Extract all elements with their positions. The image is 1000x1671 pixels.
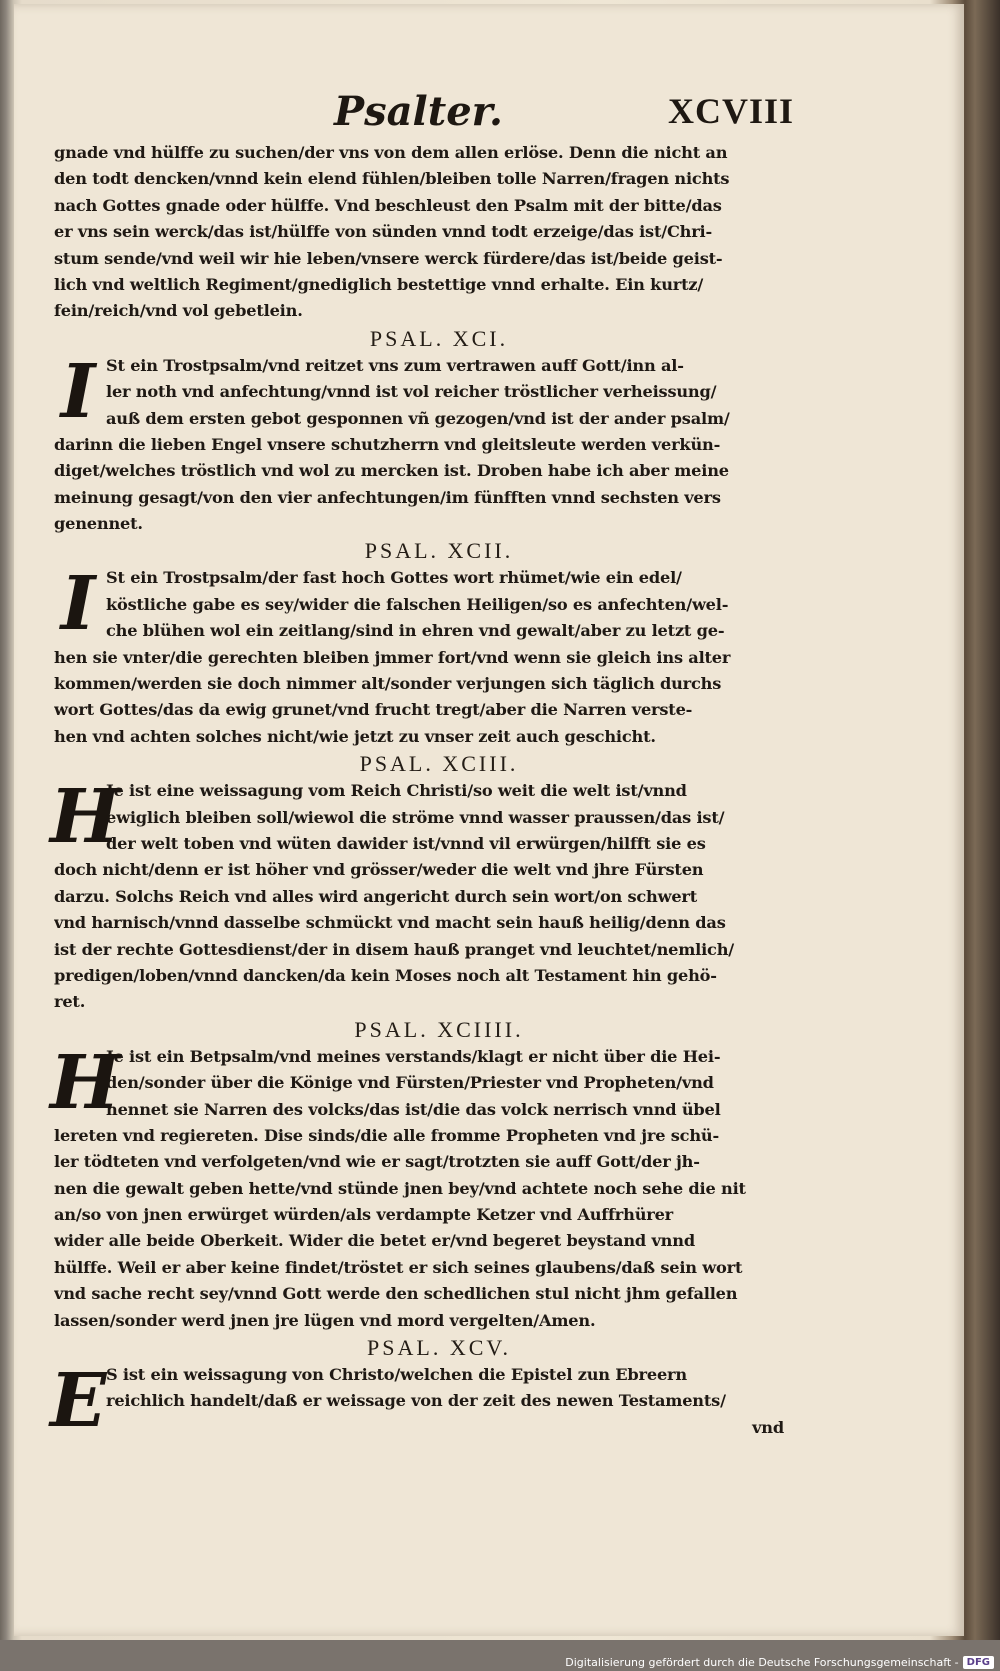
text-line: S ist ein weissagung von Christo/welchen die Epistel zun Ebreern — [106, 1365, 687, 1385]
text-line: darzu. Solchs Reich vnd alles wird angericht durch sein wort/on schwert — [54, 886, 698, 906]
text-line: lereten vnd regiereten. Dise sinds/die alle fromme Propheten vnd jre schü- — [54, 1125, 719, 1145]
text-line: nennet sie Narren des volcks/das ist/die das volck nerrisch vnnd übel — [106, 1099, 721, 1119]
psalm-paragraph — [54, 561, 784, 750]
text-line: diget/welches tröstlich vnd wol zu mercken ist. Droben habe ich aber meine — [54, 461, 729, 481]
psalm-heading: PSAL. XCIIII. — [354, 1016, 524, 1042]
psalm-heading: PSAL. XCV. — [367, 1335, 511, 1361]
text-line: meinung gesagt/von den vier anfechtungen/im fünfften vnnd sechsten vers — [54, 487, 721, 507]
text-line: er vns sein werck/das ist/hülffe von sünden vnnd todt erzeige/das ist/Chri- — [54, 222, 712, 242]
text-line: hülffe. Weil er aber keine findet/tröstet er sich seines glaubens/daß sein wort — [54, 1257, 743, 1277]
text-line: darinn die lieben Engel vnsere schutzherrn vnd gleitsleute werden verkün- — [54, 434, 721, 454]
psalm-paragraph — [54, 140, 784, 325]
page-header — [14, 88, 964, 138]
text-line: St ein Trostpsalm/vnd reitzet vns zum vertrawen auff Gott/inn al- — [106, 355, 684, 375]
psalm-paragraph — [50, 774, 784, 1016]
drop-initial: I — [60, 561, 96, 648]
text-line: auß dem ersten gebot gesponnen vñ gezogen/vnd ist der ander psalm/ — [106, 408, 730, 428]
text-line: köstliche gabe es sey/wider die falschen Heiligen/so es anfechten/wel- — [106, 594, 729, 614]
text-line: hen sie vnter/die gerechten bleiben jmmer fort/vnd wenn sie gleich ins alter — [54, 647, 731, 667]
text-line: stum sende/vnd weil wir hie leben/vnsere werck fürdere/das ist/beide geist- — [54, 248, 723, 268]
text-line: fein/reich/vnd vol gebetlein. — [54, 301, 303, 321]
psalm-heading: PSAL. XCIII. — [359, 751, 519, 777]
catchword: vnd — [752, 1417, 784, 1437]
dfg-logo: DFG — [963, 1656, 994, 1669]
psalm-paragraph — [50, 1039, 784, 1334]
text-line: den todt dencken/vnnd kein elend fühlen/bleiben tolle Narren/fragen nichts — [54, 169, 730, 189]
text-line: genennet. — [54, 514, 143, 534]
running-title: Psalter. — [334, 88, 503, 135]
text-line: Je ist ein Betpsalm/vnd meines verstands/klagt er nicht über die Hei- — [106, 1046, 721, 1066]
text-line: St ein Trostpsalm/der fast hoch Gottes wort rhümet/wie ein edel/ — [106, 568, 682, 588]
text-line: wider alle beide Oberkeit. Wider die betet er/vnd begeret beystand vnnd — [54, 1231, 695, 1251]
book-page — [14, 4, 964, 1636]
text-line: ret. — [54, 992, 86, 1012]
text-line: ler tödteten vnd verfolgeten/vnd wie er sagt/trotzten sie auff Gott/der jh- — [54, 1152, 700, 1172]
drop-initial: E — [50, 1358, 107, 1445]
psalm-paragraph — [54, 348, 784, 538]
credit-text: Digitalisierung gefördert durch die Deutsche Forschungsgemeinschaft - — [565, 1656, 959, 1669]
text-line: ewiglich bleiben soll/wiewol die ströme vnnd wasser praussen/das ist/ — [106, 807, 725, 827]
text-line: lich vnd weltlich Regiment/gnediglich bestettige vnnd erhalte. Ein kurtz/ — [54, 274, 704, 294]
psalm-heading: PSAL. XCI. — [369, 325, 509, 351]
text-block — [50, 140, 784, 1445]
drop-initial: H — [50, 774, 120, 861]
text-line: gnade vnd hülffe zu suchen/der vns von dem allen erlöse. Denn die nicht an — [54, 143, 728, 162]
text-line: vnd harnisch/vnnd dasselbe schmückt vnd macht sein hauß heilig/denn das — [54, 913, 726, 933]
text-line: doch nicht/denn er ist höher vnd grösser/weder die welt vnd jhre Fürsten — [54, 860, 704, 880]
text-line: Je ist eine weissagung vom Reich Christi/so weit die welt ist/vnnd — [106, 781, 687, 801]
drop-initial: H — [50, 1039, 120, 1126]
text-line: che blühen wol ein zeitlang/sind in ehren vnd gewalt/aber zu letzt ge- — [106, 621, 725, 641]
text-line: an/so von jnen erwürget würden/als verdampte Ketzer vnd Auffrhürer — [54, 1205, 674, 1225]
text-line: hen vnd achten solches nicht/wie jetzt zu vnser zeit auch geschicht. — [54, 726, 656, 746]
text-line: der welt toben vnd wüten dawider ist/vnnd vil erwürgen/hilfft sie es — [106, 833, 706, 853]
text-line: nach Gottes gnade oder hülffe. Vnd beschleust den Psalm mit der bitte/das — [54, 195, 722, 215]
text-line: predigen/loben/vnnd dancken/da kein Moses noch alt Testament hin gehö- — [54, 965, 717, 985]
text-line: ist der rechte Gottesdienst/der in disem hauß pranget vnd leuchtet/nemlich/ — [54, 939, 734, 959]
text-line: vnd sache recht sey/vnnd Gott werde den schedlichen stul nicht jhm gefallen — [54, 1284, 738, 1304]
text-line: wort Gottes/das da ewig grunet/vnd frucht tregt/aber die Narren verste- — [54, 700, 693, 720]
text-line: ler noth vnd anfechtung/vnnd ist vol reicher tröstlicher verheissung/ — [106, 382, 717, 402]
text-line: kommen/werden sie doch nimmer alt/sonder verjungen sich täglich durchs — [54, 674, 722, 694]
drop-initial: I — [60, 348, 96, 435]
psalm-heading: PSAL. XCII. — [364, 538, 514, 564]
text-line: lassen/sonder werd jnen jre lügen vnd mord vergelten/Amen. — [54, 1310, 596, 1330]
digitization-credit — [565, 1656, 994, 1669]
text-line: den/sonder über die Könige vnd Fürsten/Priester vnd Propheten/vnd — [106, 1073, 714, 1093]
text-line: nen die gewalt geben hette/vnd stünde jnen bey/vnd achtete noch sehe die nit — [54, 1178, 746, 1198]
text-line: reichlich handelt/daß er weissage von der zeit des newen Testaments/ — [106, 1391, 726, 1411]
folio-number: XCVIII — [667, 91, 794, 131]
